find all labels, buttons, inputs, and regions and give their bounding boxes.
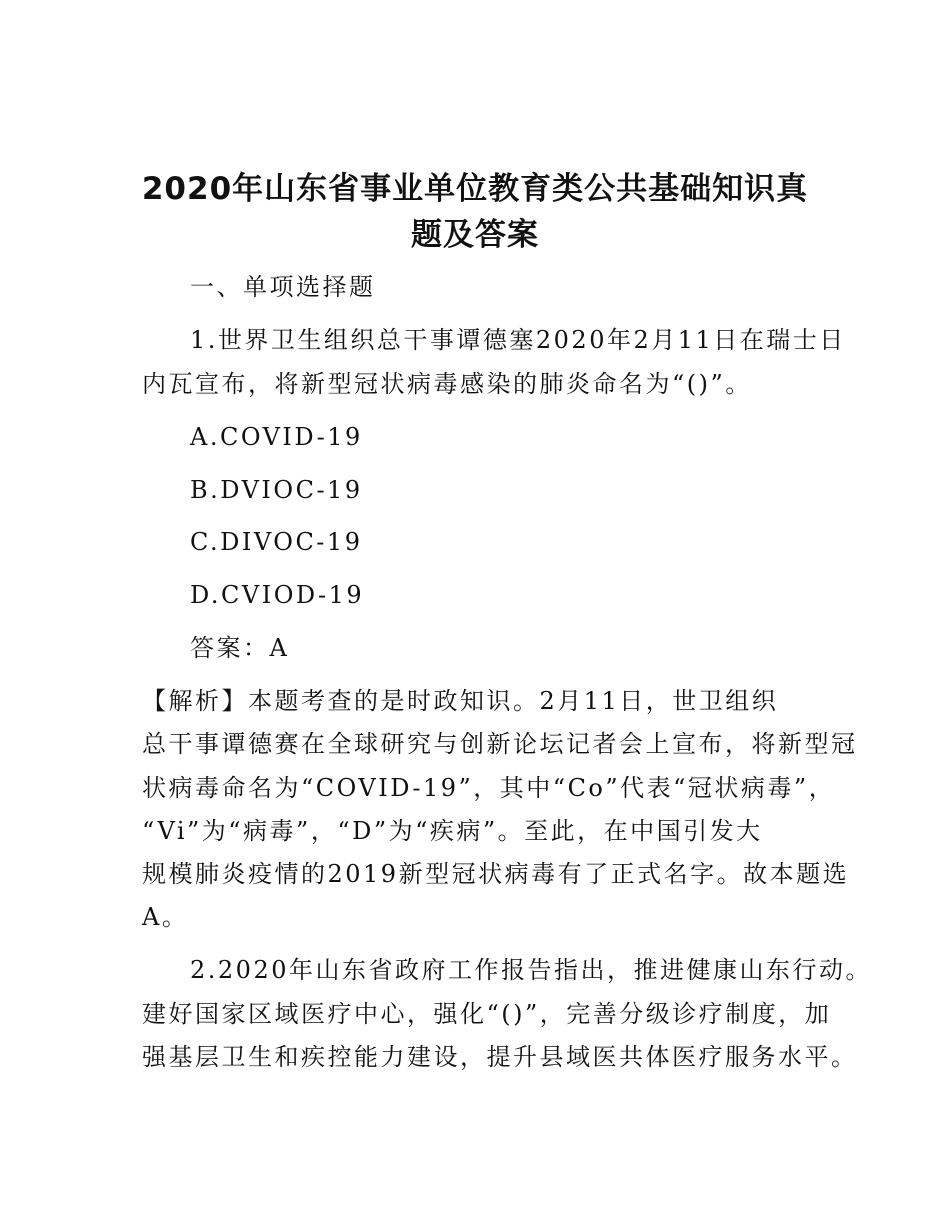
section-heading: 一、单项选择题 [190, 273, 376, 301]
question-1-analysis-line-6: A。 [142, 903, 189, 931]
question-2-line-1: 2.2020年山东省政府工作报告指出，推进健康山东行动。 [190, 956, 872, 984]
question-1-analysis-line-2: 总干事谭德赛在全球研究与创新论坛记者会上宣布，将新型冠 [142, 730, 858, 758]
analysis-text: 本题考查的是时政知识。2月11日，世卫组织 [248, 687, 779, 715]
question-1-analysis-line-4: “Vi”为“病毒”，“D”为“疾病”。至此，在中国引发大 [142, 817, 763, 845]
question-1-analysis-line-1 [142, 684, 778, 718]
question-1-option-b: B.DVIOC-19 [190, 476, 363, 504]
question-1-analysis-line-5: 规模肺炎疫情的2019新型冠状病毒有了正式名字。故本题选 [142, 860, 850, 888]
question-1-analysis-line-3: 状病毒命名为“COVID-19”，其中“Co”代表“冠状病毒”， [142, 774, 836, 802]
question-1-line-1: 1.世界卫生组织总干事谭德塞2020年2月11日在瑞士日 [190, 326, 846, 354]
question-1-line-2: 内瓦宣布，将新型冠状病毒感染的肺炎命名为“()”。 [142, 370, 752, 398]
question-1-option-c: C.DIVOC-19 [190, 528, 363, 556]
question-2-line-2: 建好国家区域医疗中心，强化“()”，完善分级诊疗制度，加 [142, 1000, 832, 1028]
question-1-option-a: A.COVID-19 [190, 423, 363, 451]
question-1-answer: 答案：A [190, 634, 290, 662]
question-2-line-3: 强基层卫生和疾控能力建设，提升县域医共体医疗服务水平。 [142, 1043, 858, 1071]
question-1-option-d: D.CVIOD-19 [190, 581, 365, 609]
document-title-line-2: 题及答案 [411, 217, 539, 253]
document-title-line-1: 2020年山东省事业单位教育类公共基础知识真 [141, 171, 809, 207]
analysis-tag: 【解析】 [142, 687, 248, 715]
